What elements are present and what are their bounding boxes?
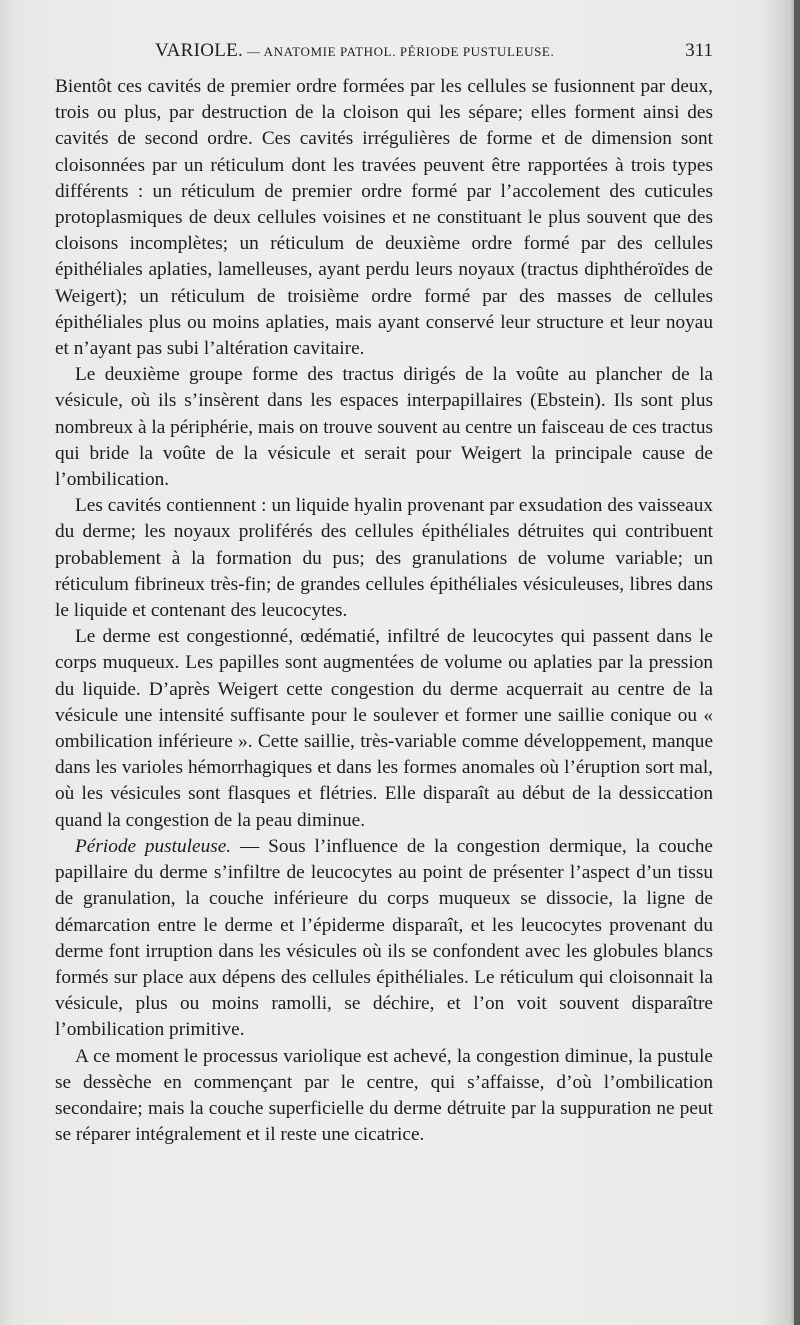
page-number: 311 (685, 40, 713, 61)
paragraph-derme (55, 624, 713, 834)
paragraph-conclusion (55, 1044, 713, 1149)
paragraph-cavity-contents (55, 493, 713, 624)
running-title (155, 40, 554, 62)
paragraph-periode-pustuleuse (55, 834, 713, 1044)
paragraph-text: Bientôt ces cavités de premier ordre formées par les cellules se fusionnent par deux, trois ou plus, par destruction de la cloison qui les sépare; elles forment ainsi des cavités de second ordre. Ces cavités irrégulières de forme et de dimension sont cloisonnées par un réticulum dont les travées peuvent être rapportées à trois types différents : un réticulum de premier ordre formé par l’accolement des cuticules protoplasmiques de deux cellules voisines et ne constituant le plus souvent que des cloisons incomplètes; un réticulum de deuxième ordre formé par des cellules épithéliales aplaties, lamelleuses, ayant perdu leurs noyaux (tractus diphthéroïdes de Weigert); un réticulum de troisième ordre formé par des masses de cellules épithéliales plus ou moins aplaties, mais ayant conservé leur structure et leur noyau et n’ayant pas subi l’altération cavitaire. (55, 76, 713, 360)
paragraph-cavities (55, 74, 713, 362)
paragraph-text: A ce moment le processus variolique est achevé, la congestion diminue, la pustule se dessèche en commençant par le centre, qui s’affaisse, d’où l’ombilication secondaire; mais la couche superficielle du derme détruite par la suppuration ne peut se réparer intégralement et il reste une cicatrice. (55, 1045, 713, 1146)
running-title-main: VARIOLE. (155, 40, 244, 61)
running-head (55, 40, 713, 70)
paragraph-second-group (55, 362, 713, 493)
paragraph-text: Les cavités contiennent : un liquide hyalin provenant par exsudation des vaisseaux du derme; les noyaux proliférés des cellules épithéliales détruites qui contribuent probablement à la formation du pus; des granulations de volume variable; un réticulum fibrineux très-fin; de grandes cellules épithéliales vésiculeuses, libres dans le liquide et contenant des leucocytes. (55, 495, 713, 622)
paragraph-text: — Sous l’influence de la congestion dermique, la couche papillaire du derme s’infiltre de leucocytes au point de présenter l’aspect d’un tissu de granulation, la couche inférieure du corps muqueux se dissocie, la ligne de démarcation entre le derme et l’épiderme disparaît, et les leucocytes provenant du derme font irruption dans les vésicules où ils se confondent avec les globules blancs formés sur place aux dépens des cellules épithéliales. Le réticulum qui cloisonnait la vésicule, plus ou moins ramolli, se déchire, et l’on voit souvent disparaître l’ombilication primitive. (55, 835, 713, 1041)
body-text (55, 74, 713, 1148)
page-edge (794, 0, 800, 1325)
running-title-subtitle: — ANATOMIE PATHOL. PÉRIODE PUSTULEUSE. (243, 44, 555, 59)
paragraph-text: Le derme est congestionné, œdématié, infiltré de leucocytes qui passent dans le corps muqueux. Les papilles sont augmentées de volume ou aplaties par la pression du liquide. D’après Weigert cette congestion du derme acquerrait au centre de la vésicule une intensité suffisante pour le soulever et former une saillie conique ou « ombilication inférieure ». Cette saillie, très-variable comme développement, manque dans les varioles hémorrhagiques et dans les formes anomales où l’éruption sort mal, où les vésicules sont flasques et flétries. Elle disparaît au début de la dessiccation quand la congestion de la peau diminue. (55, 626, 713, 831)
paragraph-text: Le deuxième groupe forme des tractus dirigés de la voûte au plancher de la vésicule, où ils s’insèrent dans les espaces interpapillaires (Ebstein). Ils sont plus nombreux à la périphérie, mais on trouve souvent au centre un faisceau de ces tractus qui bride la voûte de la vésicule et serait pour Weigert la principale cause de l’ombilication. (55, 364, 713, 491)
section-lead: Période pustuleuse. (75, 835, 232, 857)
